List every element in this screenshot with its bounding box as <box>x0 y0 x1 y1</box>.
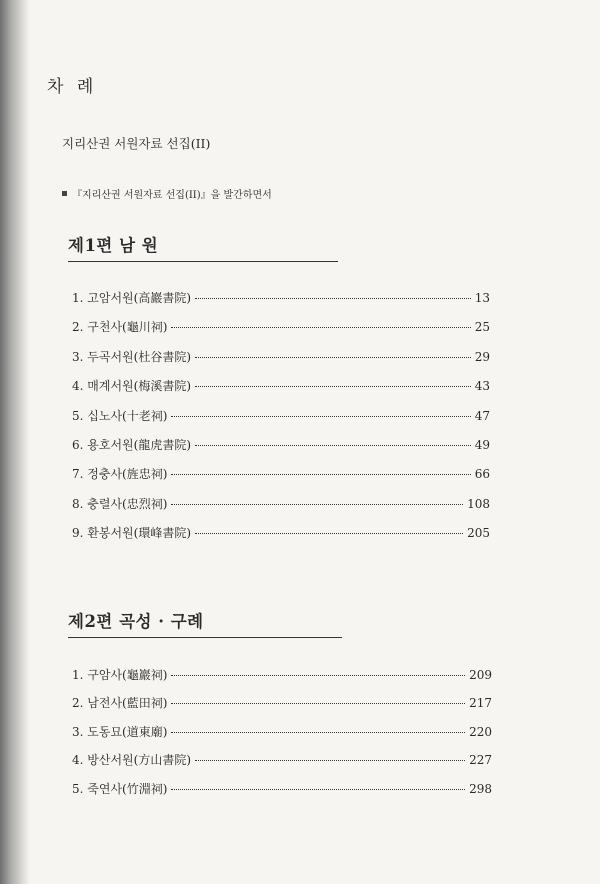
page-title: 차 례 <box>47 77 98 97</box>
toc-entry-title: 5. 십노사(十老祠) <box>72 408 168 423</box>
dot-leader <box>171 732 465 733</box>
toc-entry-title: 2. 남전사(藍田祠) <box>72 696 168 711</box>
toc-entry[interactable] <box>72 524 490 553</box>
toc-entry-page: 227 <box>469 753 492 768</box>
dot-leader <box>195 386 471 387</box>
toc-entry-title: 8. 충렬사(忠烈祠) <box>72 496 168 511</box>
dot-leader <box>195 533 463 534</box>
toc-entry-page: 298 <box>469 781 492 796</box>
toc-entry-title: 4. 방산서원(方山書院) <box>72 753 191 768</box>
toc-entry-page: 217 <box>469 696 492 711</box>
toc-entry[interactable] <box>72 348 490 377</box>
toc-entry-title: 9. 환봉서원(環峰書院) <box>72 526 191 541</box>
bullet-square-icon <box>62 191 67 196</box>
part-2-heading: 제2편 곡성 · 구례 <box>68 612 204 631</box>
dot-leader <box>171 504 463 505</box>
toc-entry-page: 108 <box>467 496 490 511</box>
toc-entry-title: 1. 고암서원(高巖書院) <box>72 291 191 305</box>
dot-leader <box>195 445 471 446</box>
dot-leader <box>171 327 470 328</box>
dot-leader <box>171 789 465 790</box>
dot-leader <box>195 298 471 299</box>
toc-entry-title: 1. 구암사(龜巖祠) <box>72 668 168 682</box>
toc-entry[interactable] <box>72 694 492 722</box>
part-1-heading: 제1편 남 원 <box>68 236 159 255</box>
toc-entry-page: 205 <box>467 526 490 541</box>
toc-entry-title: 2. 구천사(龜川祠) <box>72 320 168 335</box>
toc-entry[interactable] <box>72 751 492 779</box>
toc-entry-title: 3. 도동묘(道東廟) <box>72 724 168 739</box>
toc-entry[interactable] <box>72 780 492 808</box>
part-1-toc <box>72 289 490 554</box>
toc-entry[interactable] <box>72 723 492 751</box>
toc-entry-page: 220 <box>469 724 492 739</box>
part-2-underline <box>68 637 342 638</box>
toc-entry[interactable] <box>72 377 490 406</box>
toc-entry-page: 49 <box>474 437 490 452</box>
dot-leader <box>195 357 471 358</box>
dot-leader <box>171 703 465 704</box>
book-gutter-shadow <box>0 0 30 884</box>
toc-entry[interactable] <box>72 289 490 318</box>
collection-subtitle: 지리산권 서원자료 선집(II) <box>62 136 211 151</box>
preface-line <box>62 186 272 201</box>
toc-entry-page: 209 <box>469 668 492 682</box>
toc-entry[interactable] <box>72 318 490 347</box>
dot-leader <box>171 474 470 475</box>
toc-entry[interactable] <box>72 436 490 465</box>
toc-entry-page: 43 <box>474 379 490 394</box>
toc-entry-page: 29 <box>474 349 490 364</box>
toc-entry-page: 13 <box>474 291 490 305</box>
toc-entry-page: 47 <box>474 408 490 423</box>
dot-leader <box>195 760 465 761</box>
preface-text: 『지리산권 서원자료 선집(II)』을 발간하면서 <box>72 190 272 201</box>
toc-entry-title: 3. 두곡서원(杜谷書院) <box>72 349 191 364</box>
toc-entry-page: 25 <box>474 320 490 335</box>
part-2-toc <box>72 666 492 808</box>
dot-leader <box>171 416 470 417</box>
toc-entry-title: 5. 죽연사(竹淵祠) <box>72 781 168 796</box>
toc-entry[interactable] <box>72 465 490 494</box>
toc-entry[interactable] <box>72 495 490 524</box>
toc-entry-title: 6. 용호서원(龍虎書院) <box>72 437 191 452</box>
dot-leader <box>171 675 465 676</box>
toc-entry[interactable] <box>72 666 492 694</box>
toc-entry-title: 4. 매계서원(梅溪書院) <box>72 379 191 394</box>
toc-entry-title: 7. 정충사(旌忠祠) <box>72 467 168 482</box>
toc-entry-page: 66 <box>474 467 490 482</box>
toc-entry[interactable] <box>72 407 490 436</box>
part-1-underline <box>68 261 338 262</box>
